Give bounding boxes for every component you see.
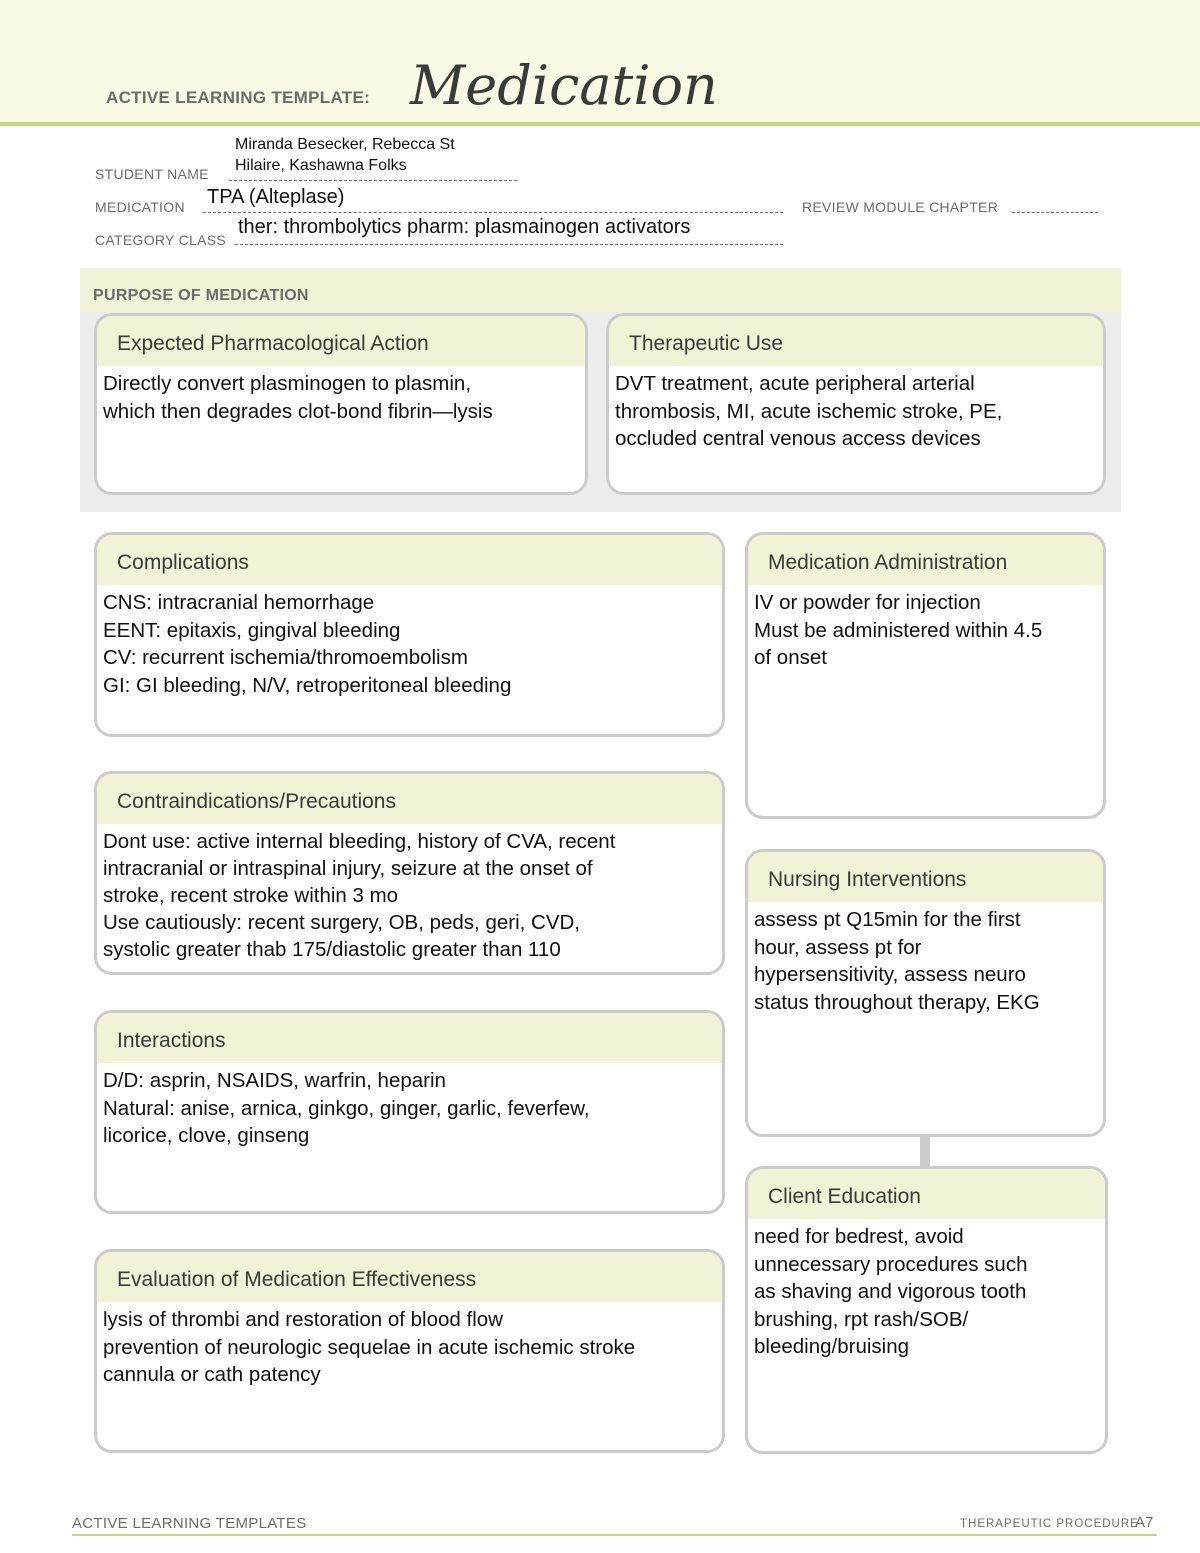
review-module-underline	[1012, 212, 1098, 213]
client-education-box	[745, 1166, 1108, 1454]
administration-title: Medication Administration	[748, 535, 1103, 585]
category-class-label: CATEGORY CLASS	[95, 232, 227, 248]
therapeutic-use-text[interactable]: DVT treatment, acute peripheral arterial thrombosis, MI, acute ischemic stroke, PE, occluded central venous access devices	[615, 372, 1003, 450]
therapeutic-use-title: Therapeutic Use	[609, 316, 1103, 366]
interactions-title: Interactions	[97, 1013, 722, 1063]
column-connector	[920, 1136, 930, 1167]
contraindications-box	[94, 771, 725, 975]
complications-title: Complications	[97, 535, 722, 585]
expected-action-box	[94, 313, 588, 495]
complications-box	[94, 532, 725, 737]
template-label: ACTIVE LEARNING TEMPLATE:	[106, 88, 371, 107]
nursing-box	[745, 849, 1106, 1137]
administration-box	[745, 532, 1106, 819]
student-name-line1[interactable]: Miranda Besecker, Rebecca St	[235, 136, 455, 153]
evaluation-box	[94, 1249, 725, 1453]
nursing-title: Nursing Interventions	[748, 852, 1103, 902]
review-module-label: REVIEW MODULE CHAPTER	[802, 199, 999, 215]
category-class-underline	[235, 244, 783, 245]
interactions-box	[94, 1010, 725, 1214]
expected-action-title: Expected Pharmacological Action	[97, 316, 585, 366]
footer-divider	[72, 1534, 1157, 1536]
nursing-text[interactable]: assess pt Q15min for the first hour, assess pt for hypersensitivity, assess neuro status throughout therapy, EKG	[754, 908, 1040, 1014]
student-name-label: STUDENT NAME	[95, 166, 209, 182]
purpose-label: PURPOSE OF MEDICATION	[93, 287, 309, 304]
expected-action-text[interactable]: Directly convert plasminogen to plasmin, which then degrades clot-bond fibrin—lysis	[103, 372, 493, 423]
student-name-line2[interactable]: Hilaire, Kashawna Folks	[235, 157, 407, 174]
client-education-text[interactable]: need for bedrest, avoid unnecessary procedures such as shaving and vigorous tooth brushing, rpt rash/SOB/ bleeding/bruising	[754, 1225, 1028, 1358]
footer-right: THERAPEUTIC PROCEDURE	[960, 1518, 1139, 1530]
client-education-title: Client Education	[748, 1169, 1105, 1219]
evaluation-title: Evaluation of Medication Effectiveness	[97, 1252, 722, 1302]
administration-text[interactable]: IV or powder for injection Must be administered within 4.5 of onset	[754, 591, 1043, 669]
medication-value[interactable]: TPA (Alteplase)	[207, 186, 345, 208]
complications-text[interactable]: CNS: intracranial hemorrhage EENT: epitaxis, gingival bleeding CV: recurrent ischemia/thromoembolism GI: GI bleeding, N/V, retroperitoneal bleeding	[103, 591, 512, 697]
interactions-text[interactable]: D/D: asprin, NSAIDS, warfrin, heparin Natural: anise, arnica, ginkgo, ginger, garlic, feverfew, licorice, clove, ginseng	[103, 1069, 590, 1147]
contraindications-text[interactable]: Dont use: active internal bleeding, history of CVA, recent intracranial or intraspinal injury, seizure at the onset of stroke, recent stroke within 3 mo Use cautiously: recent surgery, OB, peds, geri, CVD, systolic greater thab 175/diastolic greater than 110	[103, 830, 616, 961]
footer-page-number: A7	[1135, 1514, 1154, 1531]
therapeutic-use-box	[606, 313, 1106, 495]
student-name-underline	[229, 180, 517, 181]
evaluation-text[interactable]: lysis of thrombi and restoration of blood flow prevention of neurologic sequelae in acute ischemic stroke cannula or cath patency	[103, 1308, 636, 1386]
category-class-value[interactable]: ther: thrombolytics pharm: plasmainogen activators	[238, 216, 691, 238]
medication-label: MEDICATION	[95, 199, 185, 215]
contraindications-title: Contraindications/Precautions	[97, 774, 722, 824]
header-divider	[0, 122, 1200, 126]
page-title: Medication	[410, 54, 718, 117]
medication-underline	[203, 212, 783, 213]
footer-left: ACTIVE LEARNING TEMPLATES	[72, 1515, 307, 1532]
